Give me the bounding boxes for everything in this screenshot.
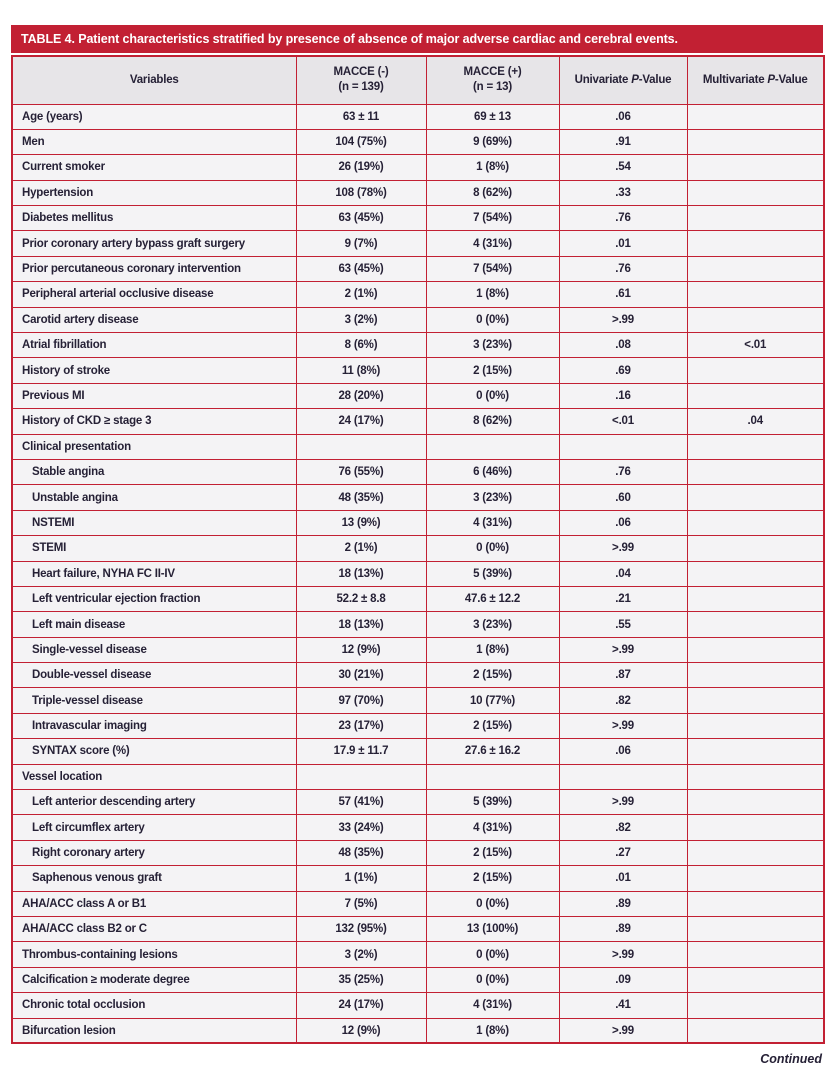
cell-multivariate bbox=[687, 764, 824, 789]
table-row bbox=[12, 358, 824, 383]
cell-univariate: .09 bbox=[559, 967, 687, 992]
cell-macce-neg: 97 (70%) bbox=[296, 688, 426, 713]
row-label: SYNTAX score (%) bbox=[12, 739, 296, 764]
cell-macce-pos: 1 (8%) bbox=[426, 155, 559, 180]
cell-multivariate bbox=[687, 282, 824, 307]
header-row bbox=[12, 56, 824, 104]
cell-multivariate: .04 bbox=[687, 409, 824, 434]
multivariate-p-suffix: -Value bbox=[774, 73, 808, 86]
table-title-bar bbox=[11, 25, 823, 53]
table-row bbox=[12, 180, 824, 205]
cell-univariate: .54 bbox=[559, 155, 687, 180]
row-label: Left circumflex artery bbox=[12, 815, 296, 840]
row-label: Saphenous venous graft bbox=[12, 866, 296, 891]
table-row bbox=[12, 739, 824, 764]
cell-macce-neg: 63 (45%) bbox=[296, 206, 426, 231]
row-label: Thrombus-containing lesions bbox=[12, 942, 296, 967]
cell-multivariate bbox=[687, 485, 824, 510]
macce-negative-line1: MACCE (-) bbox=[333, 66, 389, 79]
cell-macce-pos: 13 (100%) bbox=[426, 917, 559, 942]
cell-macce-neg: 7 (5%) bbox=[296, 891, 426, 916]
cell-multivariate bbox=[687, 586, 824, 611]
macce-positive-line1: MACCE (+) bbox=[463, 66, 522, 79]
row-label: Left anterior descending artery bbox=[12, 790, 296, 815]
table-row bbox=[12, 663, 824, 688]
cell-macce-pos: 8 (62%) bbox=[426, 180, 559, 205]
cell-multivariate bbox=[687, 688, 824, 713]
cell-macce-neg bbox=[296, 434, 426, 459]
cell-univariate: >.99 bbox=[559, 637, 687, 662]
cell-multivariate bbox=[687, 612, 824, 637]
cell-macce-neg: 3 (2%) bbox=[296, 307, 426, 332]
cell-univariate: .27 bbox=[559, 840, 687, 865]
table-row bbox=[12, 485, 824, 510]
cell-multivariate bbox=[687, 231, 824, 256]
cell-multivariate bbox=[687, 307, 824, 332]
macce-negative-line2: (n = 139) bbox=[338, 81, 384, 94]
table-row bbox=[12, 409, 824, 434]
table-row bbox=[12, 333, 824, 358]
cell-macce-pos: 2 (15%) bbox=[426, 840, 559, 865]
row-label: Carotid artery disease bbox=[12, 307, 296, 332]
table-row bbox=[12, 307, 824, 332]
cell-macce-pos: 0 (0%) bbox=[426, 967, 559, 992]
cell-macce-pos bbox=[426, 434, 559, 459]
cell-multivariate bbox=[687, 866, 824, 891]
cell-macce-neg: 1 (1%) bbox=[296, 866, 426, 891]
cell-macce-pos: 0 (0%) bbox=[426, 383, 559, 408]
table-row bbox=[12, 459, 824, 484]
cell-univariate: .55 bbox=[559, 612, 687, 637]
cell-macce-neg: 132 (95%) bbox=[296, 917, 426, 942]
cell-univariate: .76 bbox=[559, 256, 687, 281]
row-label: AHA/ACC class B2 or C bbox=[12, 917, 296, 942]
cell-multivariate bbox=[687, 663, 824, 688]
cell-macce-neg: 13 (9%) bbox=[296, 510, 426, 535]
cell-macce-pos: 6 (46%) bbox=[426, 459, 559, 484]
cell-macce-pos: 3 (23%) bbox=[426, 485, 559, 510]
cell-univariate: .06 bbox=[559, 739, 687, 764]
cell-macce-neg: 48 (35%) bbox=[296, 485, 426, 510]
row-label: Chronic total occlusion bbox=[12, 993, 296, 1018]
cell-multivariate bbox=[687, 129, 824, 154]
row-label: Calcification ≥ moderate degree bbox=[12, 967, 296, 992]
cell-multivariate bbox=[687, 967, 824, 992]
table-row bbox=[12, 993, 824, 1018]
cell-macce-neg: 18 (13%) bbox=[296, 561, 426, 586]
cell-macce-pos: 0 (0%) bbox=[426, 942, 559, 967]
cell-macce-neg: 18 (13%) bbox=[296, 612, 426, 637]
table-row bbox=[12, 586, 824, 611]
table-row bbox=[12, 510, 824, 535]
cell-univariate: >.99 bbox=[559, 942, 687, 967]
cell-macce-pos: 2 (15%) bbox=[426, 358, 559, 383]
cell-univariate: .16 bbox=[559, 383, 687, 408]
row-label: Prior coronary artery bypass graft surgery bbox=[12, 231, 296, 256]
cell-macce-neg: 12 (9%) bbox=[296, 1018, 426, 1043]
cell-multivariate bbox=[687, 561, 824, 586]
table-row bbox=[12, 967, 824, 992]
col-header-macce-positive bbox=[426, 56, 559, 104]
row-label: Double-vessel disease bbox=[12, 663, 296, 688]
cell-macce-neg: 26 (19%) bbox=[296, 155, 426, 180]
cell-macce-pos: 8 (62%) bbox=[426, 409, 559, 434]
cell-univariate: .87 bbox=[559, 663, 687, 688]
cell-macce-pos: 1 (8%) bbox=[426, 282, 559, 307]
cell-macce-neg: 35 (25%) bbox=[296, 967, 426, 992]
cell-univariate: .91 bbox=[559, 129, 687, 154]
patient-characteristics-table bbox=[11, 55, 825, 1044]
row-label: Right coronary artery bbox=[12, 840, 296, 865]
cell-macce-neg: 63 ± 11 bbox=[296, 104, 426, 129]
row-label: Age (years) bbox=[12, 104, 296, 129]
table-row bbox=[12, 206, 824, 231]
cell-univariate bbox=[559, 764, 687, 789]
cell-macce-pos: 69 ± 13 bbox=[426, 104, 559, 129]
cell-macce-neg: 52.2 ± 8.8 bbox=[296, 586, 426, 611]
cell-macce-neg: 33 (24%) bbox=[296, 815, 426, 840]
table-title: TABLE 4. Patient characteristics stratified by presence of absence of major adverse cardiac and cerebral events. bbox=[21, 32, 678, 46]
cell-multivariate bbox=[687, 104, 824, 129]
table-row bbox=[12, 815, 824, 840]
table-row bbox=[12, 1018, 824, 1043]
row-label: Heart failure, NYHA FC II-IV bbox=[12, 561, 296, 586]
cell-multivariate bbox=[687, 739, 824, 764]
cell-macce-pos: 0 (0%) bbox=[426, 536, 559, 561]
cell-macce-pos: 1 (8%) bbox=[426, 1018, 559, 1043]
table-row bbox=[12, 155, 824, 180]
table-row bbox=[12, 866, 824, 891]
cell-macce-pos: 2 (15%) bbox=[426, 866, 559, 891]
col-header-univariate-p-value bbox=[559, 56, 687, 104]
cell-multivariate bbox=[687, 206, 824, 231]
table-row bbox=[12, 104, 824, 129]
table-row bbox=[12, 637, 824, 662]
row-label: Prior percutaneous coronary intervention bbox=[12, 256, 296, 281]
cell-macce-pos: 5 (39%) bbox=[426, 790, 559, 815]
table-row bbox=[12, 256, 824, 281]
cell-macce-pos: 5 (39%) bbox=[426, 561, 559, 586]
multivariate-prefix: Multivariate bbox=[702, 73, 765, 86]
cell-macce-pos: 1 (8%) bbox=[426, 637, 559, 662]
cell-multivariate bbox=[687, 536, 824, 561]
table-row bbox=[12, 561, 824, 586]
cell-univariate bbox=[559, 434, 687, 459]
row-label: Unstable angina bbox=[12, 485, 296, 510]
cell-univariate: .69 bbox=[559, 358, 687, 383]
row-label: Bifurcation lesion bbox=[12, 1018, 296, 1043]
multivariate-p-italic: P bbox=[767, 73, 775, 86]
col-header-variables bbox=[12, 56, 296, 104]
cell-macce-neg: 2 (1%) bbox=[296, 282, 426, 307]
cell-multivariate bbox=[687, 637, 824, 662]
cell-macce-neg: 57 (41%) bbox=[296, 790, 426, 815]
cell-univariate: >.99 bbox=[559, 790, 687, 815]
cell-multivariate bbox=[687, 891, 824, 916]
cell-univariate: .01 bbox=[559, 866, 687, 891]
cell-univariate: >.99 bbox=[559, 713, 687, 738]
row-label: Single-vessel disease bbox=[12, 637, 296, 662]
cell-multivariate bbox=[687, 917, 824, 942]
cell-multivariate bbox=[687, 256, 824, 281]
table-row bbox=[12, 688, 824, 713]
cell-univariate: .41 bbox=[559, 993, 687, 1018]
cell-macce-pos: 4 (31%) bbox=[426, 231, 559, 256]
cell-multivariate bbox=[687, 840, 824, 865]
table-row bbox=[12, 917, 824, 942]
cell-univariate: .06 bbox=[559, 510, 687, 535]
cell-macce-neg: 104 (75%) bbox=[296, 129, 426, 154]
row-label: Vessel location bbox=[12, 764, 296, 789]
cell-univariate: .33 bbox=[559, 180, 687, 205]
cell-macce-neg: 3 (2%) bbox=[296, 942, 426, 967]
cell-multivariate bbox=[687, 383, 824, 408]
row-label: Left main disease bbox=[12, 612, 296, 637]
cell-macce-pos: 10 (77%) bbox=[426, 688, 559, 713]
cell-macce-pos: 47.6 ± 12.2 bbox=[426, 586, 559, 611]
cell-macce-pos: 4 (31%) bbox=[426, 510, 559, 535]
cell-macce-pos: 9 (69%) bbox=[426, 129, 559, 154]
cell-univariate: .06 bbox=[559, 104, 687, 129]
row-label: Peripheral arterial occlusive disease bbox=[12, 282, 296, 307]
row-label: Stable angina bbox=[12, 459, 296, 484]
cell-macce-neg: 28 (20%) bbox=[296, 383, 426, 408]
cell-multivariate bbox=[687, 815, 824, 840]
cell-macce-neg: 9 (7%) bbox=[296, 231, 426, 256]
cell-macce-neg: 76 (55%) bbox=[296, 459, 426, 484]
cell-macce-pos: 27.6 ± 16.2 bbox=[426, 739, 559, 764]
continued-label: Continued bbox=[760, 1052, 822, 1067]
cell-macce-neg: 11 (8%) bbox=[296, 358, 426, 383]
row-label: Atrial fibrillation bbox=[12, 333, 296, 358]
cell-macce-pos: 3 (23%) bbox=[426, 333, 559, 358]
cell-univariate: >.99 bbox=[559, 536, 687, 561]
table-row bbox=[12, 790, 824, 815]
col-header-multivariate-p-value bbox=[687, 56, 824, 104]
row-label: Intravascular imaging bbox=[12, 713, 296, 738]
cell-macce-neg: 2 (1%) bbox=[296, 536, 426, 561]
cell-macce-pos: 4 (31%) bbox=[426, 993, 559, 1018]
row-label: Men bbox=[12, 129, 296, 154]
cell-multivariate bbox=[687, 993, 824, 1018]
cell-multivariate bbox=[687, 155, 824, 180]
cell-macce-neg: 24 (17%) bbox=[296, 409, 426, 434]
univariate-p-suffix: -Value bbox=[638, 73, 672, 86]
row-label: Previous MI bbox=[12, 383, 296, 408]
univariate-prefix: Univariate bbox=[574, 73, 629, 86]
cell-univariate: .08 bbox=[559, 333, 687, 358]
cell-multivariate bbox=[687, 434, 824, 459]
table-row bbox=[12, 231, 824, 256]
table-row bbox=[12, 713, 824, 738]
cell-macce-pos: 2 (15%) bbox=[426, 713, 559, 738]
row-label: Hypertension bbox=[12, 180, 296, 205]
cell-multivariate: <.01 bbox=[687, 333, 824, 358]
cell-macce-neg: 63 (45%) bbox=[296, 256, 426, 281]
row-label: AHA/ACC class A or B1 bbox=[12, 891, 296, 916]
table-body bbox=[12, 104, 824, 1043]
table-row bbox=[12, 383, 824, 408]
table-header bbox=[12, 56, 824, 104]
cell-multivariate bbox=[687, 510, 824, 535]
cell-macce-pos: 4 (31%) bbox=[426, 815, 559, 840]
row-label: Diabetes mellitus bbox=[12, 206, 296, 231]
table-row bbox=[12, 891, 824, 916]
cell-multivariate bbox=[687, 1018, 824, 1043]
cell-univariate: .04 bbox=[559, 561, 687, 586]
cell-univariate: .21 bbox=[559, 586, 687, 611]
cell-univariate: .82 bbox=[559, 688, 687, 713]
table-row bbox=[12, 536, 824, 561]
cell-macce-neg: 12 (9%) bbox=[296, 637, 426, 662]
row-label: STEMI bbox=[12, 536, 296, 561]
row-label: History of stroke bbox=[12, 358, 296, 383]
section-row bbox=[12, 434, 824, 459]
univariate-p-italic: P bbox=[631, 73, 639, 86]
row-label: Clinical presentation bbox=[12, 434, 296, 459]
col-header-macce-negative bbox=[296, 56, 426, 104]
table-row bbox=[12, 942, 824, 967]
cell-multivariate bbox=[687, 942, 824, 967]
cell-macce-neg: 24 (17%) bbox=[296, 993, 426, 1018]
cell-macce-neg: 23 (17%) bbox=[296, 713, 426, 738]
row-label: Triple-vessel disease bbox=[12, 688, 296, 713]
table-row bbox=[12, 129, 824, 154]
cell-macce-neg: 8 (6%) bbox=[296, 333, 426, 358]
cell-macce-pos: 0 (0%) bbox=[426, 891, 559, 916]
section-row bbox=[12, 764, 824, 789]
cell-univariate: <.01 bbox=[559, 409, 687, 434]
cell-univariate: .89 bbox=[559, 917, 687, 942]
cell-macce-neg: 108 (78%) bbox=[296, 180, 426, 205]
cell-univariate: .76 bbox=[559, 206, 687, 231]
cell-macce-neg: 48 (35%) bbox=[296, 840, 426, 865]
cell-univariate: >.99 bbox=[559, 307, 687, 332]
cell-multivariate bbox=[687, 358, 824, 383]
table-row bbox=[12, 612, 824, 637]
cell-macce-pos: 0 (0%) bbox=[426, 307, 559, 332]
cell-univariate: .89 bbox=[559, 891, 687, 916]
table-row bbox=[12, 840, 824, 865]
col-header-variables-label: Variables bbox=[129, 73, 179, 86]
table-4-container bbox=[11, 25, 823, 1066]
table-row bbox=[12, 282, 824, 307]
cell-multivariate bbox=[687, 790, 824, 815]
cell-univariate: .61 bbox=[559, 282, 687, 307]
cell-macce-neg bbox=[296, 764, 426, 789]
cell-multivariate bbox=[687, 713, 824, 738]
cell-macce-neg: 17.9 ± 11.7 bbox=[296, 739, 426, 764]
cell-macce-pos: 2 (15%) bbox=[426, 663, 559, 688]
macce-positive-line2: (n = 13) bbox=[473, 81, 512, 94]
row-label: Left ventricular ejection fraction bbox=[12, 586, 296, 611]
cell-multivariate bbox=[687, 459, 824, 484]
cell-univariate: .01 bbox=[559, 231, 687, 256]
cell-univariate: >.99 bbox=[559, 1018, 687, 1043]
cell-macce-neg: 30 (21%) bbox=[296, 663, 426, 688]
cell-macce-pos: 7 (54%) bbox=[426, 256, 559, 281]
cell-univariate: .76 bbox=[559, 459, 687, 484]
cell-macce-pos bbox=[426, 764, 559, 789]
cell-univariate: .60 bbox=[559, 485, 687, 510]
row-label: Current smoker bbox=[12, 155, 296, 180]
row-label: NSTEMI bbox=[12, 510, 296, 535]
row-label: History of CKD ≥ stage 3 bbox=[12, 409, 296, 434]
cell-macce-pos: 3 (23%) bbox=[426, 612, 559, 637]
cell-univariate: .82 bbox=[559, 815, 687, 840]
cell-macce-pos: 7 (54%) bbox=[426, 206, 559, 231]
cell-multivariate bbox=[687, 180, 824, 205]
